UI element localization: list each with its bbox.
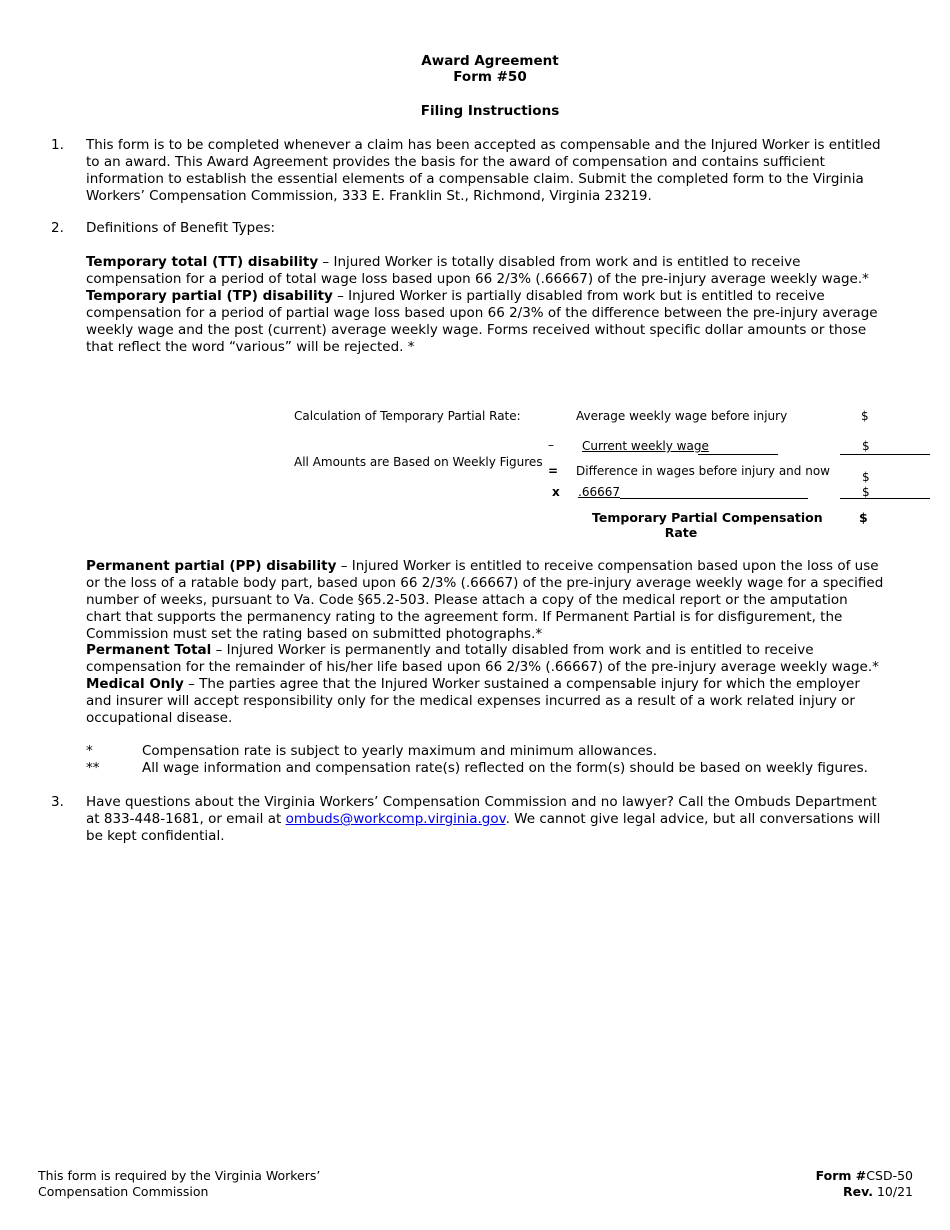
item-3-text-before: Have questions about the Virginia Workers’ Compensation Commission and no lawyer? Call the Ombuds Department at 833-448-1681, or email at (86, 794, 877, 827)
footer-revision (816, 1184, 913, 1200)
footer-rev-value: 10/21 (876, 1184, 913, 1199)
item-1-number: 1. (51, 137, 64, 153)
note-text: All wage information and compensation rate(s) reflected on the form(s) should be based on weekly figures. (142, 760, 868, 776)
calc-rule (840, 498, 930, 499)
footer-right (816, 1168, 913, 1200)
item-3-number: 3. (51, 794, 64, 810)
calc-dollar: $ (862, 470, 870, 484)
footer-left (38, 1168, 320, 1200)
footer-line: This form is required by the Virginia Workers’ (38, 1168, 321, 1183)
calc-note: All Amounts are Based on Weekly Figures (294, 455, 543, 469)
definition-text: – Injured Worker is totally disabled from work and is entitled to receive compensation for a period of total wage loss based upon 66 2/3% (.66667) of the pre-injury average weekly wage.* (86, 254, 869, 287)
calc-dollar: $ (861, 409, 869, 423)
calc-row-factor: .66667 (578, 485, 620, 499)
ombuds-email-link[interactable]: ombuds@workcomp.virginia.gov (285, 811, 506, 827)
definition-term: Permanent Total (86, 642, 212, 658)
definition-medical-only (86, 676, 886, 727)
calc-row-before-wage: Average weekly wage before injury (576, 409, 788, 423)
calc-rule (840, 454, 930, 455)
section-title: Filing Instructions (420, 103, 560, 119)
calc-result-dollar: $ (859, 510, 868, 525)
calc-equals: = (548, 464, 559, 478)
calc-minus: – (548, 438, 554, 452)
definition-temporary-total (86, 254, 886, 288)
definition-temporary-partial (86, 288, 886, 356)
definition-permanent-total (86, 642, 886, 676)
calc-row-current-wage: Current weekly wage (582, 439, 709, 453)
definition-text: – Injured Worker is partially disabled from work but is entitled to receive compensation for a period of partial wage loss based upon 66 2/3% of the difference between the pre-injury average weekly wage and the post (current) average weekly wage. Forms received without specific dollar amounts or those that reflect the word “various” will be rejected. * (86, 288, 878, 355)
footer-form-number (816, 1168, 913, 1184)
calc-row-difference: Difference in wages before injury and now (576, 464, 830, 478)
page-title: Award Agreement (421, 53, 559, 69)
definition-term: Medical Only (86, 676, 184, 692)
definition-term: Temporary total (TT) disability (86, 254, 319, 270)
item-2-number: 2. (51, 220, 64, 236)
definition-text: – Injured Worker is permanently and totally disabled from work and is entitled to receive compensation for the remainder of his/her life based upon 66 2/3% (.66667) of the pre-injury average weekly wage.* (86, 642, 879, 675)
calc-label: Calculation of Temporary Partial Rate: (294, 409, 521, 423)
definition-text: – Injured Worker is entitled to receive compensation based upon the loss of use or the loss of a ratable body part, based upon 66 2/3% (.66667) of the pre-injury average weekly wage for a specified number of weeks, pursuant to Va. Code §65.2-503. Please attach a copy of the medical report or the amputation chart that supports the permanency rating to the agreement form. If Permanent Partial is for disfigurement, the Commission must set the rating based on submitted photographs.* (86, 558, 884, 642)
form-number: Form #50 (453, 69, 527, 85)
footer-form-label: Form # (815, 1168, 867, 1183)
note-marker: * (86, 743, 93, 759)
calc-dollar: $ (862, 439, 870, 453)
calc-result-label-rate: Rate (664, 525, 698, 540)
footer-rev-label: Rev. (843, 1184, 873, 1199)
calc-result-label: Temporary Partial Compensation (592, 510, 823, 525)
note-marker: ** (86, 760, 100, 776)
calc-dollar: $ (862, 485, 870, 499)
definition-term: Permanent partial (PP) disability (86, 558, 337, 574)
calc-rule (620, 498, 808, 499)
definition-term: Temporary partial (TP) disability (86, 288, 333, 304)
note-text: Compensation rate is subject to yearly maximum and minimum allowances. (142, 743, 658, 759)
definition-permanent-partial (86, 558, 886, 643)
item-1-text: This form is to be completed whenever a claim has been accepted as compensable and the Injured Worker is entitled to an award. This Award Agreement provides the basis for the award of compensation and contains sufficient information to establish the essential elements of a compensable claim. Submit the completed form to the Virginia Workers’ Compensation Commission, 333 E. Franklin St., Richmond, Virginia 23219. (86, 137, 881, 204)
item-2-text: Definitions of Benefit Types: (86, 220, 276, 236)
calc-rule (698, 454, 778, 455)
definition-text: – The parties agree that the Injured Worker sustained a compensable injury for which the employer and insurer will accept responsibility only for the medical expenses incurred as a result of a work related injury or occupational disease. (86, 676, 860, 726)
footer-line: Compensation Commission (38, 1184, 209, 1199)
item-3-text-after: . We cannot give legal advice, but all conversations will be kept confidential. (86, 811, 881, 844)
footer-form-value: CSD-50 (866, 1168, 913, 1183)
calc-times: x (552, 485, 560, 499)
item-3-text (86, 794, 886, 845)
